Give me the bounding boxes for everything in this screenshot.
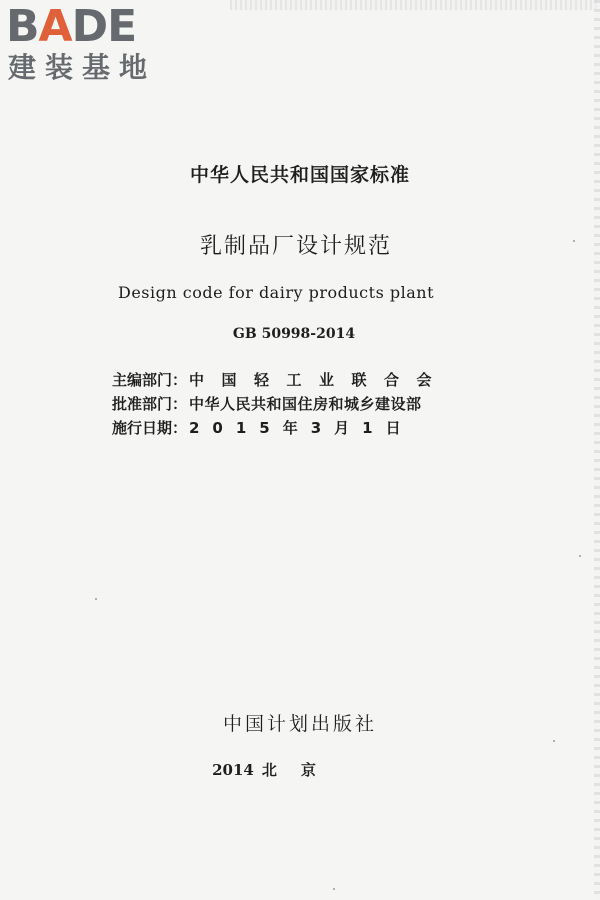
scan-edge-right (594, 0, 600, 900)
scan-edge-top (230, 0, 600, 10)
scan-speck (553, 740, 555, 742)
watermark-letter-a: A (38, 1, 72, 52)
info-label-effective-date: 施行日期： (112, 419, 188, 437)
scan-speck (579, 555, 581, 557)
info-row-effective-date (112, 416, 449, 440)
info-value-editor: 中国轻工业联合会 (189, 371, 450, 389)
info-label-approver: 批准部门： (112, 395, 188, 413)
document-info-block (112, 368, 449, 440)
publication-year: 2014 (212, 761, 254, 779)
publication-place (0, 759, 576, 780)
info-label-editor: 主编部门： (112, 371, 188, 389)
watermark-letters-de: DE (71, 1, 137, 52)
watermark-letter-b: B (6, 1, 39, 52)
document-title-en: Design code for dairy products plant (118, 283, 434, 302)
document-title-cn: 乳制品厂设计规范 (199, 234, 392, 259)
info-value-effective-date: 2015年3月1日 (189, 419, 414, 437)
info-row-approver (112, 392, 449, 416)
info-value-approver: 中华人民共和国住房和城乡建设部 (189, 395, 422, 413)
publisher-name: 中国计划出版社 (222, 713, 377, 735)
info-row-editor (112, 368, 449, 392)
scan-speck (333, 888, 335, 890)
watermark-logo (6, 2, 176, 87)
standard-code: GB 50998-2014 (232, 326, 356, 342)
scan-speck (95, 598, 97, 600)
scan-speck (573, 240, 575, 242)
publication-city: 北京 (261, 761, 340, 779)
watermark-chinese-text: 建装基地 (8, 51, 157, 84)
watermark-latin-text (6, 2, 136, 52)
standard-type: 中华人民共和国国家标准 (189, 164, 410, 186)
